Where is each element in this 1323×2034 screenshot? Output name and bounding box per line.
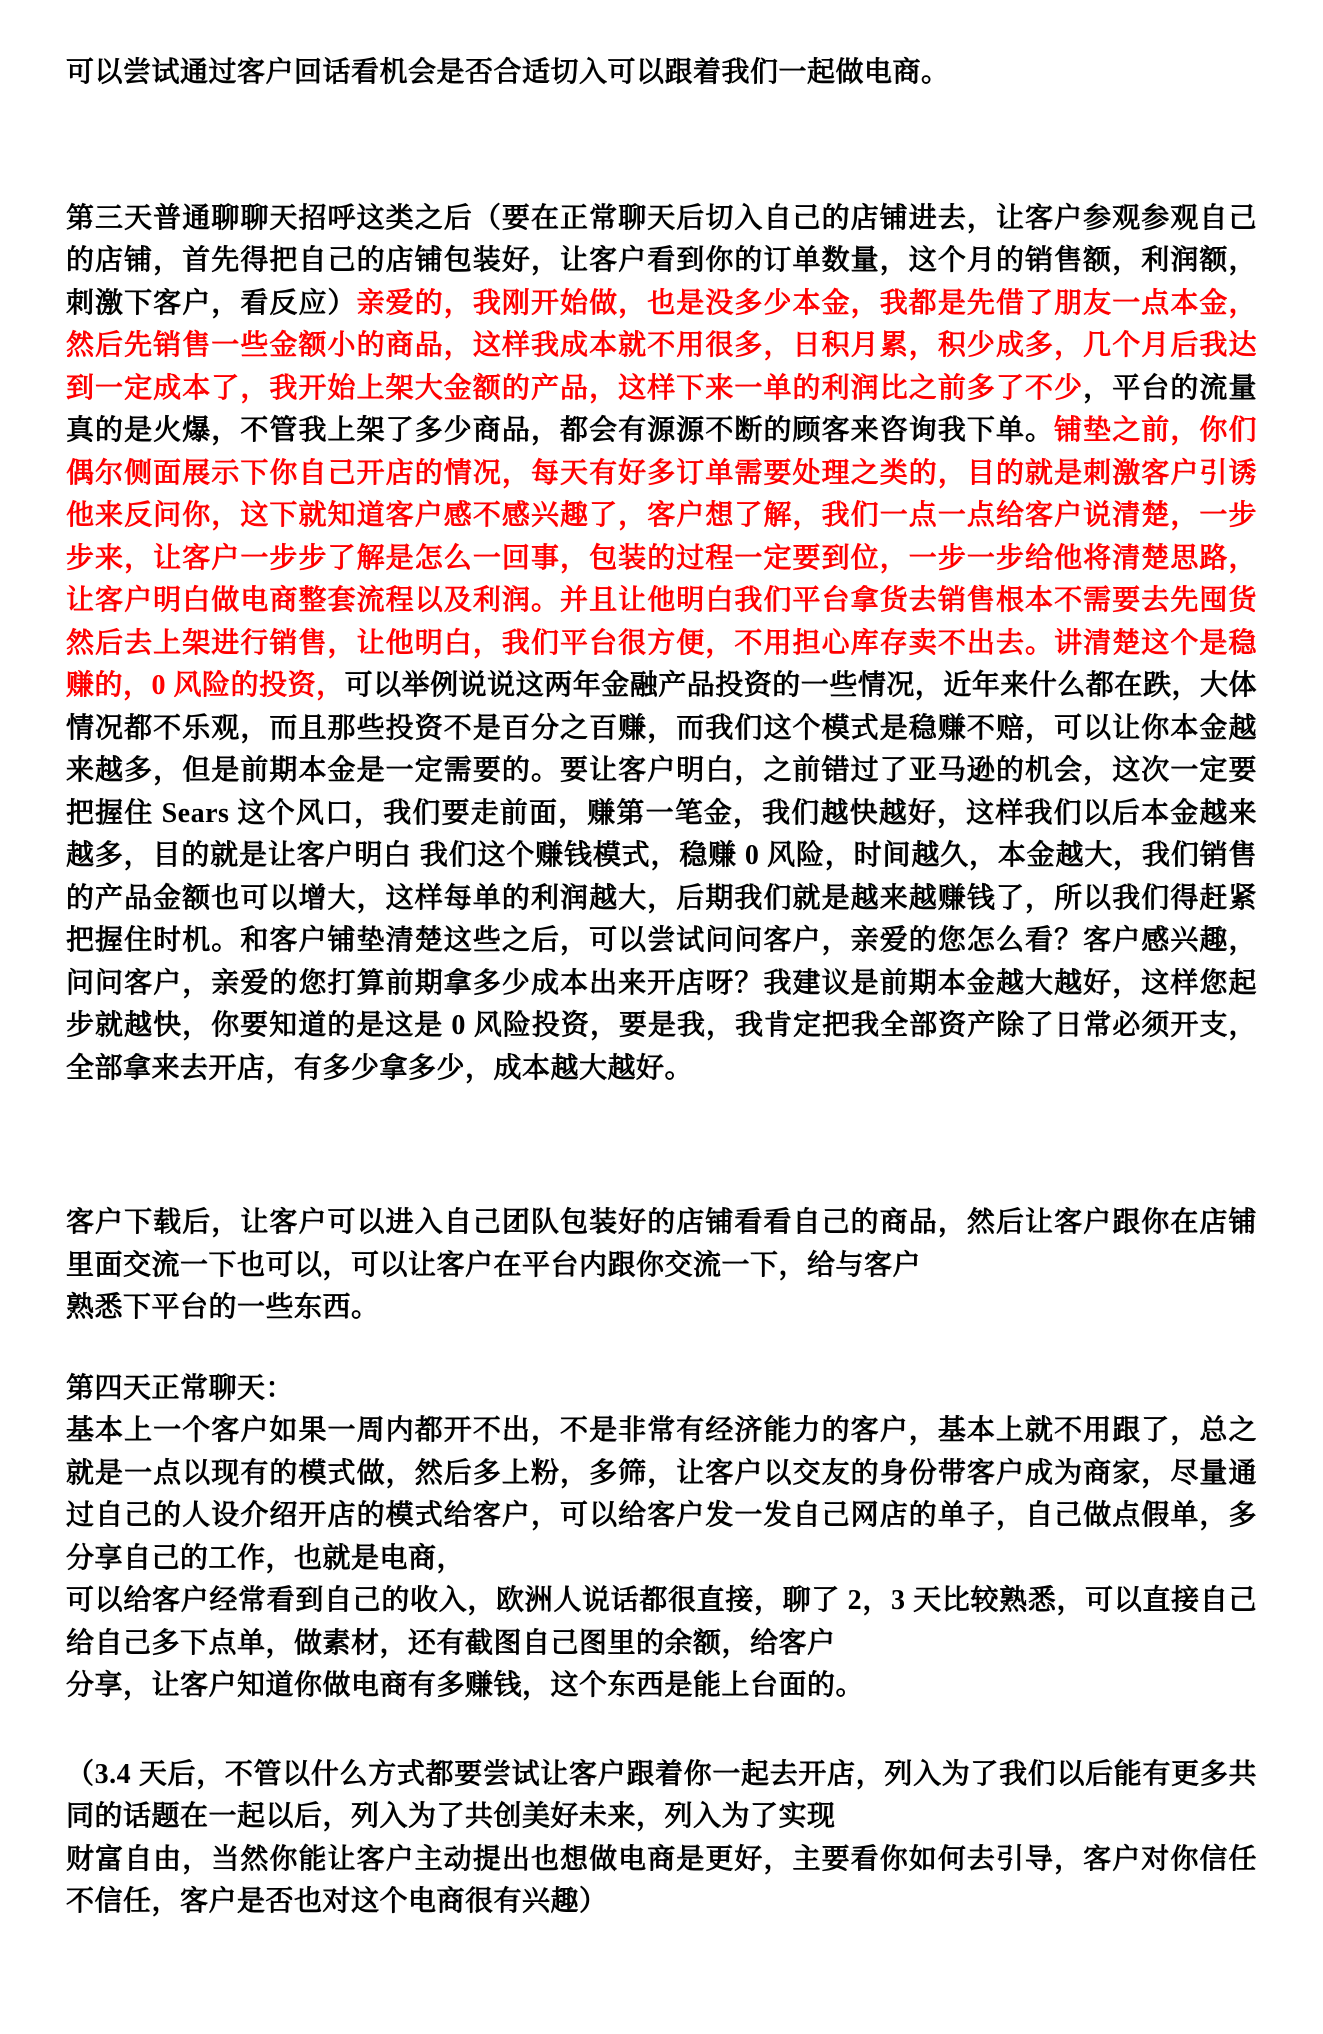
text-run-red: 亲爱的，我刚开始做，也是没多少本金，我都是先借了朋友一点本金，然后先销售一些金额小的商品，这样我成本就不用很多，日积月累，积少成多，几个月后我达到一定成本了，我开始上架大金额的产品，这样下来一单的利润比之前多了不少 [66, 287, 1257, 404]
text-line: 基本上一个客户如果一周内都开不出，不是非常有经济能力的客户，基本上就不用跟了，总之就是一点以现有的模式做，然后多上粉，多筛，让客户以交友的身份带客户成为商家，尽量通过自己的人设介绍开店的模式给客户，可以给客户发一发自己网店的单子，自己做点假单，多分享自己的工作，也就是电商， [66, 1415, 1257, 1574]
paragraph-after-download [66, 1202, 1257, 1330]
text-run: ，平台的流量真的是火爆，不管我上架了多少商品，都会有源源不断的顾客来咨询我下单。 [66, 372, 1257, 446]
text-line: 财富自由，当然你能让客户主动提出也想做电商是更好，主要看你如何去引导，客户对你信任不信任，客户是否也对这个电商很有兴趣） [66, 1843, 1257, 1917]
paragraph-closing-note [66, 1754, 1257, 1924]
text-line: 客户下载后，让客户可以进入自己团队包装好的店铺看看自己的商品，然后让客户跟你在店铺里面交流一下也可以，可以让客户在平台内跟你交流一下，给与客户 [66, 1207, 1257, 1281]
text-line: 第四天正常聊天： [66, 1372, 295, 1404]
text-line: 熟悉下平台的一些东西。 [66, 1292, 380, 1323]
text-line: （3.4 天后，不管以什么方式都要尝试让客户跟着你一起去开店，列入为了我们以后能有更多共同的话题在一起以后，列入为了共创美好未来，列入为了实现 [66, 1758, 1257, 1832]
text-run: 可以举例说说这两年金融产品投资的一些情况，近年来什么都在跌，大体情况都不乐观，而且那些投资不是百分之百赚，而我们这个模式是稳赚不赔，可以让你本金越来越多，但是前期本金是一定需要的。要让客户明白，之前错过了亚马逊的机会，这次一定要把握住 Sears 这个风口，我们要走前面，赚第一笔金，我们越快越好，这样我们以后本金越来越多，目的就是让客户明白 我们这个赚钱模式，稳赚 0 风险，时间越久，本金越大，我们销售的产品金额也可以增大，这样每单的利润越大，后期我们就是越来越赚钱了，所以我们得赶紧把握住时机。和客户铺垫清楚这些之后，可以尝试问问客户，亲爱的您怎么看？客户感兴趣，问问客户，亲爱的您打算前期拿多少成本出来开店呀？我建议是前期本金越大越好，这样您起步就越快，你要知道的是这是 0 风险投资，要是我，我肯定把我全部资产除了日常必须开支，全部拿来去开店，有多少拿多少，成本越大越好。 [66, 670, 1257, 1084]
paragraph-intro [66, 52, 1257, 95]
paragraph-day4-chat [66, 1368, 1257, 1708]
text-run: 可以尝试通过客户回话看机会是否合适切入可以跟着我们一起做电商。 [66, 57, 950, 88]
text-line: 分享，让客户知道你做电商有多赚钱，这个东西是能上台面的。 [66, 1670, 865, 1701]
paragraph-day3-script [66, 198, 1257, 1091]
text-run: 第三天普通聊聊天招呼这类之后（要在正常聊天后切入自己的店铺进去，让客户参观参观自己的店铺，首先得把自己的店铺包装好，让客户看到你的订单数量，这个月的销售额，利润额，刺激下客户，看反应） [66, 202, 1257, 319]
text-run-red: 铺垫之前，你们偶尔侧面展示下你自己开店的情况，每天有好多订单需要处理之类的，目的就是刺激客户引诱他来反问你，这下就知道客户感不感兴趣了，客户想了解，我们一点一点给客户说清楚，一步步来，让客户一步步了解是怎么一回事，包装的过程一定要到位，一步一步给他将清楚思路，让客户明白做电商整套流程以及利润。并且让他明白我们平台拿货去销售根本不需要去先囤货然后去上架进行销售，让他明白，我们平台很方便，不用担心库存卖不出去。讲清楚这个是稳赚的，0 风险的投资， [66, 415, 1257, 701]
text-line: 可以给客户经常看到自己的收入，欧洲人说话都很直接，聊了 2，3 天比较熟悉，可以直接自己给自己多下点单，做素材，还有截图自己图里的余额，给客户 [66, 1585, 1257, 1659]
